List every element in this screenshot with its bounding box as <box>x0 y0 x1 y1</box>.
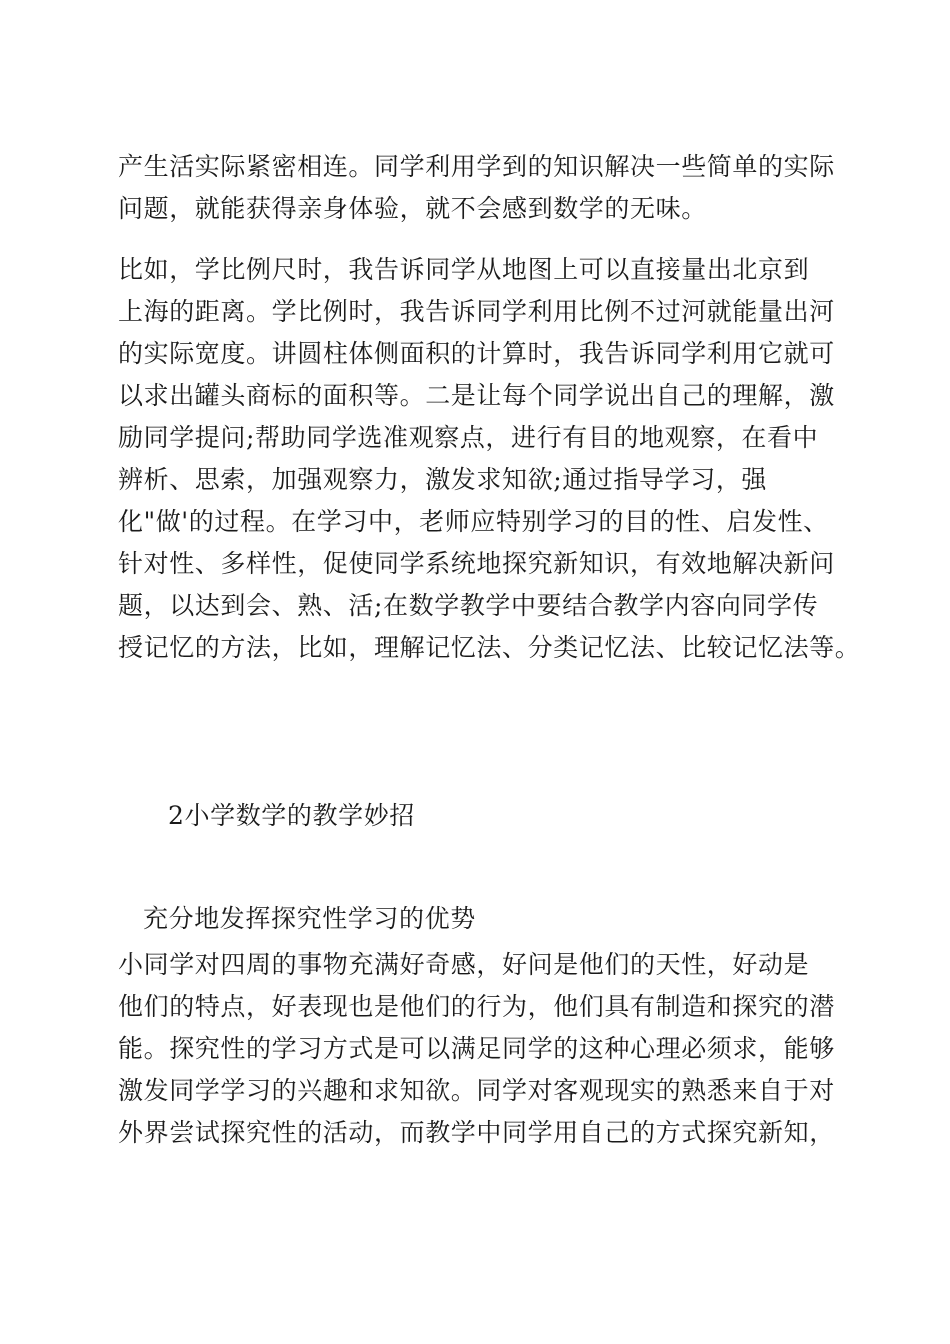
text-line: 的实际宽度。讲圆柱体侧面积的计算时，我告诉同学利用它就可 <box>118 339 835 368</box>
text-line: 授记忆的方法，比如，理解记忆法、分类记忆法、比较记忆法等。 <box>118 633 861 662</box>
text-line: 题，以达到会、熟、活;在数学教学中要结合教学内容向同学传 <box>118 591 819 620</box>
paragraph-example <box>118 249 861 669</box>
text-line: 针对性、多样性，促使同学系统地探究新知识，有效地解决新问 <box>118 549 835 578</box>
text-line: 以求出罐头商标的面积等。二是让每个同学说出自己的理解，激 <box>118 381 835 410</box>
text-line: 小同学对四周的事物充满好奇感，好问是他们的天性，好动是 <box>118 950 810 979</box>
heading-text: 2小学数学的教学妙招 <box>168 801 415 830</box>
text-line: 激发同学学习的兴趣和求知欲。同学对客观现实的熟悉来自于对 <box>118 1076 835 1105</box>
text-line: 辨析、思索，加强观察力，激发求知欲;通过指导学习，强 <box>118 465 768 494</box>
text-line: 产生活实际紧密相连。同学利用学到的知识解决一些简单的实际 <box>118 152 835 181</box>
text-line: 励同学提问;帮助同学选准观察点，进行有目的地观察，在看中 <box>118 423 819 452</box>
text-line: 能。探究性的学习方式是可以满足同学的这种心理必须求，能够 <box>118 1034 835 1063</box>
subsection-heading <box>143 898 873 940</box>
section-heading <box>168 795 898 837</box>
paragraph-inquiry <box>118 944 848 1154</box>
text-line: 他们的特点，好表现也是他们的行为，他们具有制造和探究的潜 <box>118 992 835 1021</box>
text-line: 比如，学比例尺时，我告诉同学从地图上可以直接量出北京到 <box>118 255 810 284</box>
text-line: 外界尝试探究性的活动，而教学中同学用自己的方式探究新知， <box>118 1118 835 1147</box>
heading-text: 充分地发挥探究性学习的优势 <box>143 904 476 933</box>
paragraph-continuation <box>118 146 848 230</box>
text-line: 问题，就能获得亲身体验，就不会感到数学的无味。 <box>118 194 707 223</box>
text-line: 化"做'的过程。在学习中，老师应特别学习的目的性、启发性、 <box>118 507 829 536</box>
text-line: 上海的距离。学比例时，我告诉同学利用比例不过河就能量出河 <box>118 297 835 326</box>
